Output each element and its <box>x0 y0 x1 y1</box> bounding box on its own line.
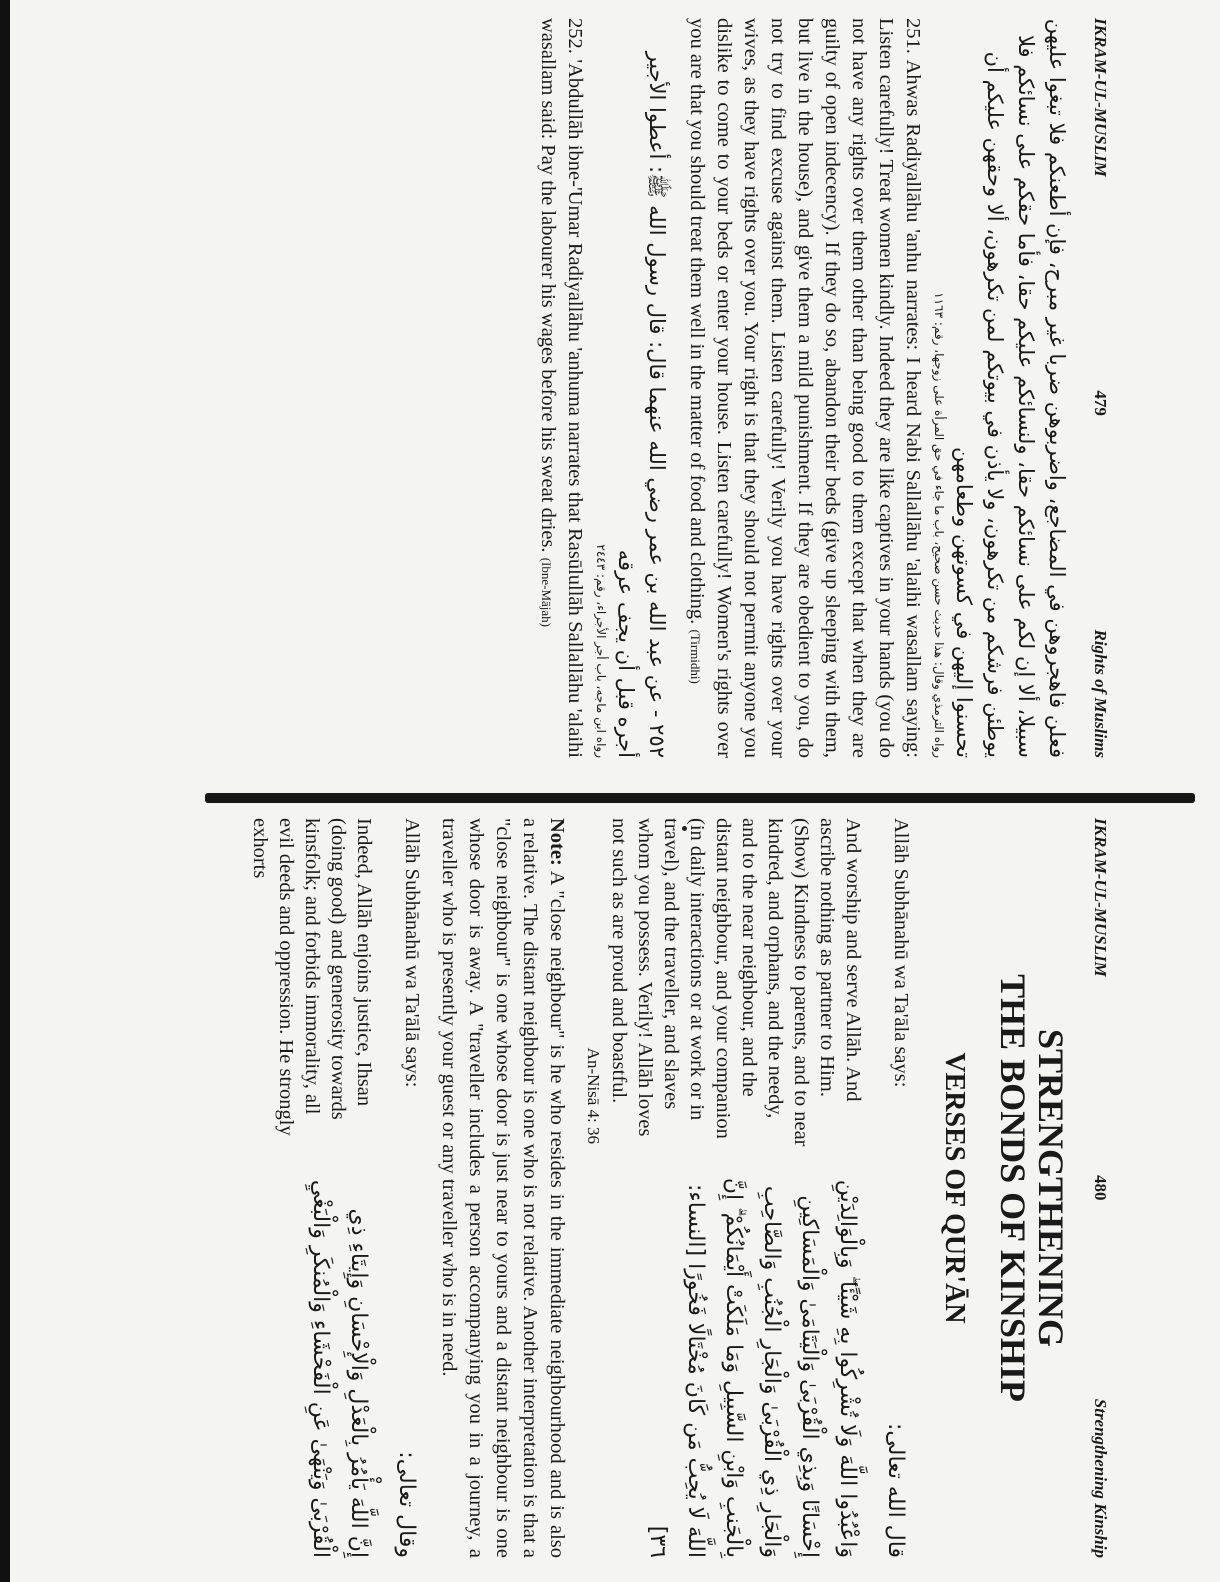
running-head <box>1090 818 1110 1558</box>
verse-2-translation: Indeed, Allāh enjoins justice, Ihsan (doing good) and generosity towards kinsfolk; and forbids immorality, all evil deeds and oppression. He strongly exhorts <box>249 818 375 1136</box>
hadith-252-source: (Ibne-Mājah) <box>539 557 554 627</box>
verse-1-text: And worship and serve Allāh. And ascribe nothing as partner to Him. (Show) Kindness to parents, and to near kindred, and orphans, and the needy, and to the near neighbour, and the distant neighbour, and your companion (in daily interactions or at work or in travel), and the traveller, and slaves whom you possess. Verily! Allāh loves not such as are proud and boastful. <box>608 818 864 1147</box>
page-fold-line <box>205 793 1195 803</box>
chapter-title-line: STRENGTHENING <box>1031 1028 1071 1348</box>
chapter-title-line: THE BONDS OF KINSHIP <box>993 974 1033 1402</box>
section-title: VERSES OF QUR'ĀN <box>939 1052 970 1324</box>
page-479 <box>398 18 1110 758</box>
page-number: 480 <box>1091 1174 1110 1201</box>
book-binding-edge <box>0 0 10 1582</box>
verse-1-reference: An-Nisā 4: 36 <box>584 1047 603 1144</box>
verse-1 <box>580 818 866 1558</box>
hadith-252-text: 252. 'Abdullāh ibne-'Umar Radiyallāhu 'anhuma narrates that Rasūlullāh Sallallāhu 'alaihi wasallam said: Pay the labourer his wages before his sweat dries. <box>537 18 586 758</box>
says-line: Allāh Subhānahū wa Ta'ālā says: <box>401 818 423 1088</box>
verse-1-arabic: وَاعْبُدُوا اللَّهَ وَلَا تُشْرِكُوا بِهِ شَيْئًا ۖ وَبِالْوَالِدَيْنِ إِحْسَانًا وَبِذِي الْقُرْبَىٰ وَالْيَتَامَىٰ وَالْمَسَاكِينِ وَالْجَارِ ذِي الْقُرْبَىٰ وَالْجَارِ الْجُنُبِ وَالصَّاحِبِ بِالْجَنبِ وَابْنِ السَّبِيلِ وَمَا مَلَكَتْ أَيْمَانُكُمْ ۗ إِنَّ اللَّهَ لَا يُحِبُّ مَن كَانَ مُخْتَالًا فَخُورًا [النساء: ٣٦] <box>645 1177 860 1558</box>
note-paragraph <box>435 818 570 1558</box>
running-head <box>1090 18 1110 758</box>
note-text: A "close neighbour" is he who resides in the immediate neighbourhood and is also a relative. The distant neighbour is one who is not relative. Another interpretation is that a "close neighbour" is one whose door is just near to yours and a distant neighbour is one whose door is away. A "traveller includes a person accompanying you in a journey, a traveller who is presently your guest or any traveller who is in need. <box>438 818 568 1558</box>
arabic-reference: رواه ابن ماجه، باب أجر الأجراء، رقم: ٢٤٤٣ <box>594 544 608 758</box>
says-line: Allāh Subhānahū wa Ta'āla says: <box>890 818 912 1088</box>
running-head-book-title: IKRAM-UL-MUSLIM <box>1091 18 1110 177</box>
page-number: 479 <box>1091 390 1110 416</box>
verse-intro-row <box>387 818 425 1558</box>
hadith-252 <box>533 18 588 758</box>
verse-2-arabic: إِنَّ اللَّهَ يَأْمُرُ بِالْعَدْلِ وَالْإِحْسَانِ وَإِيتَاءِ ذِي الْقُرْبَىٰ وَيَنْهَىٰ عَنِ الْفَحْشَاءِ وَالْمُنكَرِ وَالْبَغْيِ <box>308 1179 371 1558</box>
hadith-251-source: (Tirmidhi) <box>688 629 703 684</box>
note-label: Note: <box>546 818 568 866</box>
arabic-reference: رواه الترمذي وقال: هذا حديث حسن صحيح، باب ما جاء في حق المرأة على زوجها، رقم: ١١٦٣ <box>932 292 946 758</box>
arabic-intro: وقال تعالى: <box>394 1451 419 1558</box>
running-head-chapter: Strengthening Kinship <box>1091 1398 1110 1558</box>
page-480 <box>80 818 1110 1558</box>
hadith-251-text: 251. Ahwas Radiyallāhu 'anhu narrates: I heard Nabi Sallallāhu 'alaihi wasallam saying: Listen carefully! Treat women kindly. Indeed they are like captives in your hands (you do not have any rights over them other than being good to them except that when they are guilty of open indecency). If they do so, abandon their beds (give up sleeping with them, but live in the house), and give them a mild punishment. If they are obedient to you, do not try to find excuse against them. Listen carefully! Verily you have rights over your wives, as they have rights over you. Your right is that they should not permit anyone you dislike to come to your beds or enter your house. Listen carefully! Women's rights over you are that you should treat them well in the matter of food and clothing. <box>686 18 924 758</box>
arabic-hadith-text: فعلن فاهجروهن في المضاجع، واضربوهن ضربا غير مبرح، فإن أطعنكم فلا تبغوا عليهن سبيلا، ألا إن لكم على نسائكم حقا، ولنسائكم عليكم حقا، فأما حقكم على نسائكم فلا يوطئن فرشكم من تكرهون، ولا يأذن في بيوتكم لمن تكرهون، ألا وحقهن عليكم أن تحسنوا إليهن في كسوتهن وطعامهن <box>952 18 1069 758</box>
arabic-hadith-text: ٢٥٢ - عن عبد الله بن عمر رضي الله عنهما قال: قال رسول الله ﷺ: أعطوا الأجير أجره قبل أن يجف عرقه <box>614 51 669 758</box>
arabic-intro: قال الله تعالى: <box>883 1423 908 1558</box>
running-head-book-title: IKRAM-UL-MUSLIM <box>1091 818 1110 977</box>
chapter-title <box>994 818 1070 1558</box>
verse-1-translation <box>580 818 866 1148</box>
hadith-251 <box>682 18 926 758</box>
running-head-chapter: Rights of Muslims <box>1091 629 1110 758</box>
verse-intro-row <box>876 818 914 1558</box>
verse-2 <box>247 818 377 1558</box>
